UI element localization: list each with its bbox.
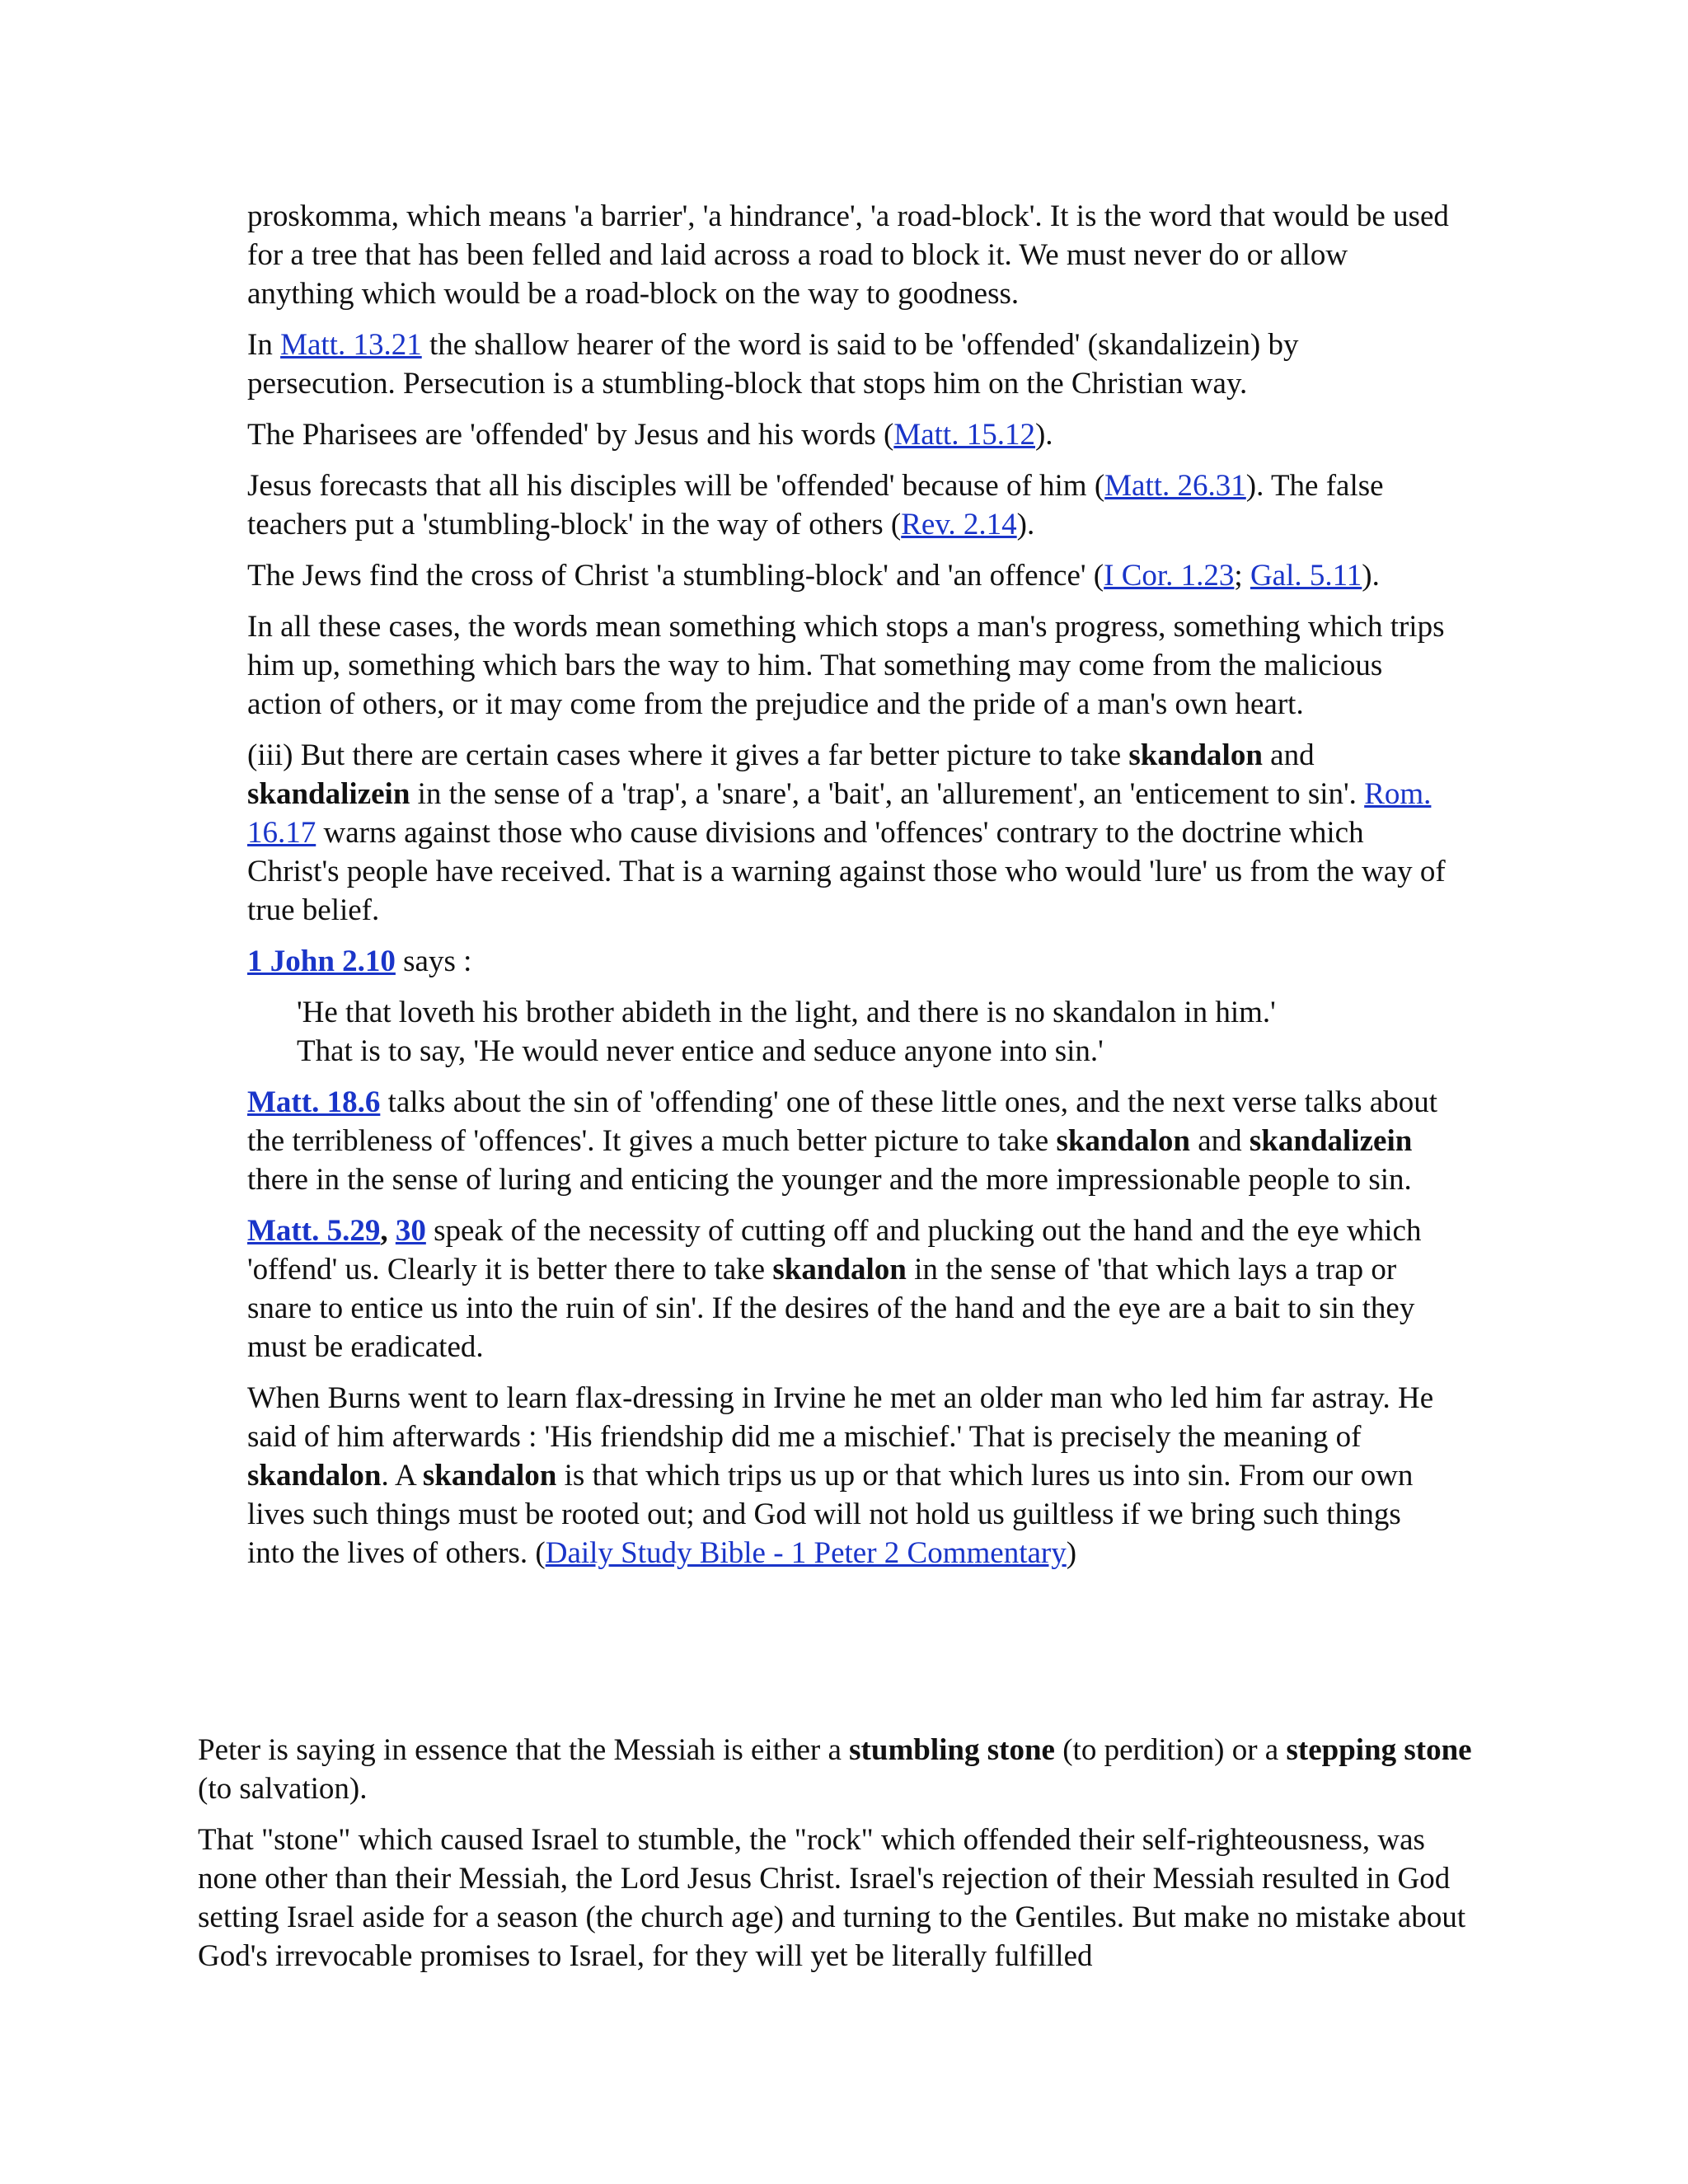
link-rev-2-14[interactable]: Rev. 2.14 — [901, 508, 1017, 541]
main-paragraph-messiah: Peter is saying in essence that the Messiah is either a stumbling stone (to perdition) or a stepping stone (to salvation). — [198, 1733, 1472, 1806]
quote-paragraph-1-john: 1 John 2.10 says : — [247, 944, 472, 978]
link-rom-16-17[interactable]: Rom. 16.17 — [247, 777, 1432, 850]
quote-paragraph-burns: When Burns went to learn flax-dressing in Irvine he met an older man who led him far astray. He said of him afterwards : 'His friendship did me a mischief.' That is precisely the meaning of skandalon. A skandalon is that which trips us up or that which lures us into sin. From our own lives such things must be rooted out; and God will not hold us guiltless if we bring such things into the lives of others. (Daily Study Bible - 1 Peter 2 Commentary) — [247, 1381, 1434, 1570]
link-matt-13-21[interactable]: Matt. 13.21 — [280, 328, 422, 362]
commentary-quote — [247, 197, 1451, 1585]
scripture-quote-explanation: That is to say, 'He would never entice and seduce anyone into sin.' — [297, 1034, 1104, 1068]
quote-paragraph-trap: (iii) But there are certain cases where it gives a far better picture to take skandalon and skandalizein in the sense of a 'trap', a 'snare', a 'bait', an 'allurement', an 'enticement to sin'. Rom. 16.17 warns against those who cause divisions and 'offences' contrary to the doctrine which Christ's people have received. That is a warning against those who would 'lure' us from the way of true belief. — [247, 738, 1446, 927]
main-paragraph-stone: That "stone" which caused Israel to stumble, the "rock" which offended their self-righteousness, was none other than their Messiah, the Lord Jesus Christ. Israel's rejection of their Messiah resulted in God setting Israel aside for a season (the church age) and turning to the Gentiles. But make no mistake about God's irrevocable promises to Israel, for they will yet be literally fulfilled — [198, 1823, 1466, 1973]
scripture-quote — [297, 993, 1451, 1071]
quote-paragraph-matt-13: In Matt. 13.21 the shallow hearer of the word is said to be 'offended' (skandalizein) by persecution. Persecution is a stumbling-block that stops him on the Christian way. — [247, 328, 1299, 401]
quote-paragraph-matt-18: Matt. 18.6 talks about the sin of 'offending' one of these little ones, and the next verse talks about the terribleness of 'offences'. It gives a much better picture to take skandalon and skandalizein there in the sense of luring and enticing the younger and the more impressionable people to sin. — [247, 1085, 1438, 1197]
scripture-quote-line: 'He that loveth his brother abideth in the light, and there is no skandalon in him.' — [297, 996, 1276, 1029]
link-gal-5-11[interactable]: Gal. 5.11 — [1250, 559, 1362, 593]
quote-paragraph-disciples: Jesus forecasts that all his disciples will be 'offended' because of him (Matt. 26.31). The false teachers put a 'stumbling-block' in the way of others (Rev. 2.14). — [247, 469, 1384, 541]
quote-paragraph-all-cases: In all these cases, the words mean something which stops a man's progress, something which trips him up, something which bars the way to him. That something may come from the malicious action of others, or it may come from the prejudice and the pride of a man's own heart. — [247, 610, 1445, 721]
link-1-cor-1-23[interactable]: I Cor. 1.23 — [1104, 559, 1235, 593]
quote-paragraph-jews: The Jews find the cross of Christ 'a stumbling-block' and 'an offence' (I Cor. 1.23; Gal. 5.11). — [247, 559, 1380, 593]
quote-paragraph-proskomma: proskomma, which means 'a barrier', 'a hindrance', 'a road-block'. It is the word that would be used for a tree that has been felled and laid across a road to block it. We must never do or allow anything which would be a road-block on the way to goodness. — [247, 199, 1449, 311]
link-matt-15-12[interactable]: Matt. 15.12 — [893, 418, 1035, 452]
main-text — [198, 1731, 1484, 1988]
link-matt-18-6[interactable]: Matt. 18.6 — [247, 1085, 381, 1119]
quote-paragraph-pharisees: The Pharisees are 'offended' by Jesus and his words (Matt. 15.12). — [247, 418, 1053, 452]
link-matt-5-30[interactable]: 30 — [395, 1214, 426, 1248]
link-matt-26-31[interactable]: Matt. 26.31 — [1104, 469, 1246, 503]
link-1-john-2-10[interactable]: 1 John 2.10 — [247, 944, 396, 978]
quote-paragraph-matt-5: Matt. 5.29, 30 speak of the necessity of cutting off and plucking out the hand and the eye which 'offend' us. Clearly it is better there to take skandalon in the sense of 'that which lays a trap or snare to entice us into the ruin of sin'. If the desires of the hand and the eye are a bait to sin they must be eradicated. — [247, 1214, 1422, 1364]
link-matt-5-29[interactable]: Matt. 5.29 — [247, 1214, 381, 1248]
link-daily-study-bible[interactable]: Daily Study Bible - 1 Peter 2 Commentary — [545, 1536, 1067, 1570]
